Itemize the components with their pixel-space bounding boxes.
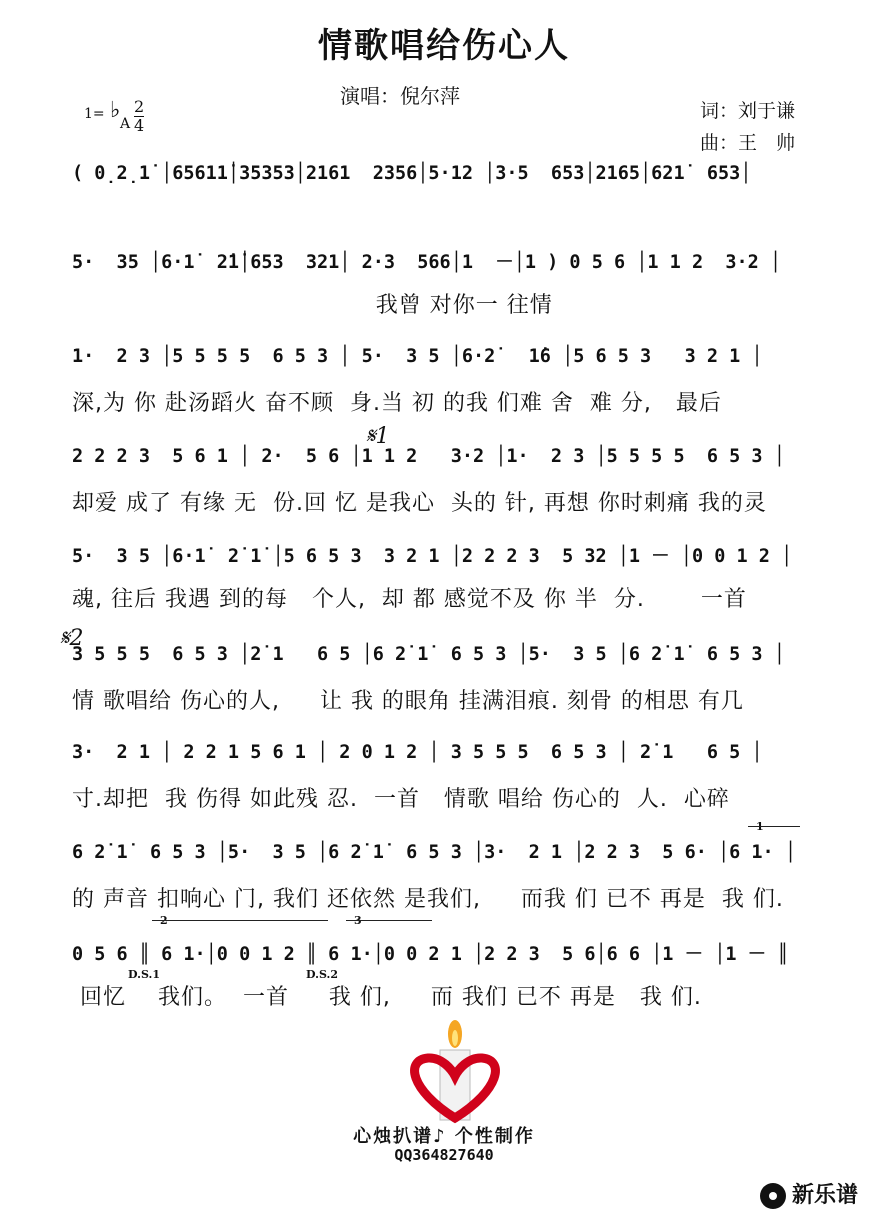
lyricist-credit: 词：刘于谦	[700, 100, 796, 122]
lyric-line: 寸.却把 我 伤得 如此残 忍. 一首 情歌 唱给 伤心的 人. 心碎	[72, 787, 730, 812]
lyric-line: 我曾 对你一 往情	[72, 293, 553, 318]
lyric-line: 却爱 成了 有缘 无 份.回 忆 是我心 头的 针, 再想 你时刺痛 我的灵	[72, 491, 767, 516]
notation-line: 6 2̇ 1̇ 6 5 3 │5· 3 5 │6 2̇ 1̇ 6 5 3 │3· 2 1 │2 2 3 5 6· │6 1· │	[72, 842, 796, 863]
volta-3-bracket	[346, 920, 432, 921]
qq-contact: QQ364827640	[394, 1146, 494, 1164]
lyric-line: 魂, 往后 我遇 到的每 个人, 却 都 感觉不及 你 半 分. 一首	[72, 587, 747, 612]
brand-watermark	[760, 1178, 858, 1209]
notation-line: 3 5 5 5 6 5 3 │2̇ 1 6 5 │6 2̇ 1̇ 6 5 3 │5· 3 5 │6 2̇ 1̇ 6 5 3 │	[72, 644, 785, 665]
composer-credit: 曲：王 帅	[700, 132, 796, 154]
time-beats: 2	[134, 97, 145, 116]
notation-line: 5· 35 │6·1̇ 2̇1̇│653 321│ 2·3 566│1 －│1 ) 0 5 6 │1 1 2 3·2 │	[72, 252, 782, 273]
notation-line: 3· 2 1 │ 2 2 1 5 6 1 │ 2 0 1 2 │ 3 5 5 5 6 5 3 │ 2̇ 1 6 5 │	[72, 742, 763, 763]
lyric-line: 情 歌唱给 伤心的人, 让 我 的眼角 挂满泪痕. 刻骨 的相思 有几	[72, 689, 744, 714]
lyric-line: 深,为 你 赴汤蹈火 奋不顾 身.当 初 的我 们难 舍 难 分, 最后	[72, 391, 722, 416]
singer-credit: 演唱：倪尔萍	[340, 84, 460, 108]
segno-2-sign: 𝄋2	[60, 626, 84, 651]
brand-name: 新乐谱	[792, 1183, 859, 1208]
volta-2-bracket	[152, 920, 328, 921]
notation-line: 0 5 6 ║ 6 1·│0 0 1 2 ║ 6 1·│0 0 2 1 │2 2 3 5 6│6 6 │1 － │1 － ║	[72, 944, 789, 965]
ds-1-mark: D.S.1	[128, 968, 161, 981]
notation-line: ( 0̣2̣1̇ │65611̇│35353│2161 2356│5·12 │3·5 653│2165│621̇ 653│	[72, 163, 752, 184]
key-signature	[84, 97, 145, 135]
lyric-line: 回忆 我们。 一首 我 们, 而 我们 已不 再是 我 们.	[72, 985, 702, 1010]
time-unit: 4	[134, 116, 145, 135]
notation-line: 1· 2 3 │5 5 5 5 6 5 3 │ 5· 3 5 │6·2̇ 1̇6 │5 6 5 3 3 2 1 │	[72, 346, 763, 367]
key-note: A	[120, 116, 131, 132]
notation-line: 5· 3 5 │6·1̇ 2̇ 1̇ │5 6 5 3 3 2 1 │2 2 2 3 5 32 │1 － │0 0 1 2 │	[72, 546, 793, 567]
lyric-line: 的 声音 扣响心 门, 我们 还依然 是我们, 而我 们 已不 再是 我 们.	[72, 887, 784, 912]
record-disc-icon	[760, 1183, 786, 1209]
segno-1-sign: 𝄋1	[366, 424, 390, 449]
song-title: 情歌唱给伤心人	[318, 26, 570, 66]
flat-symbol: ♭	[110, 98, 121, 123]
candle-heart-logo	[400, 1020, 510, 1130]
maker-credit: 心烛扒谱♪ 个性制作	[353, 1126, 535, 1147]
time-signature	[134, 98, 144, 135]
notation-line: 2 2 2 3 5 6 1 │ 2· 5 6 │1 1 2 3·2 │1· 2 3 │5 5 5 5 6 5 3 │	[72, 446, 785, 467]
ds-2-mark: D.S.2	[306, 968, 339, 981]
key-prefix: 1=	[84, 106, 105, 122]
volta-1-bracket	[748, 826, 800, 827]
